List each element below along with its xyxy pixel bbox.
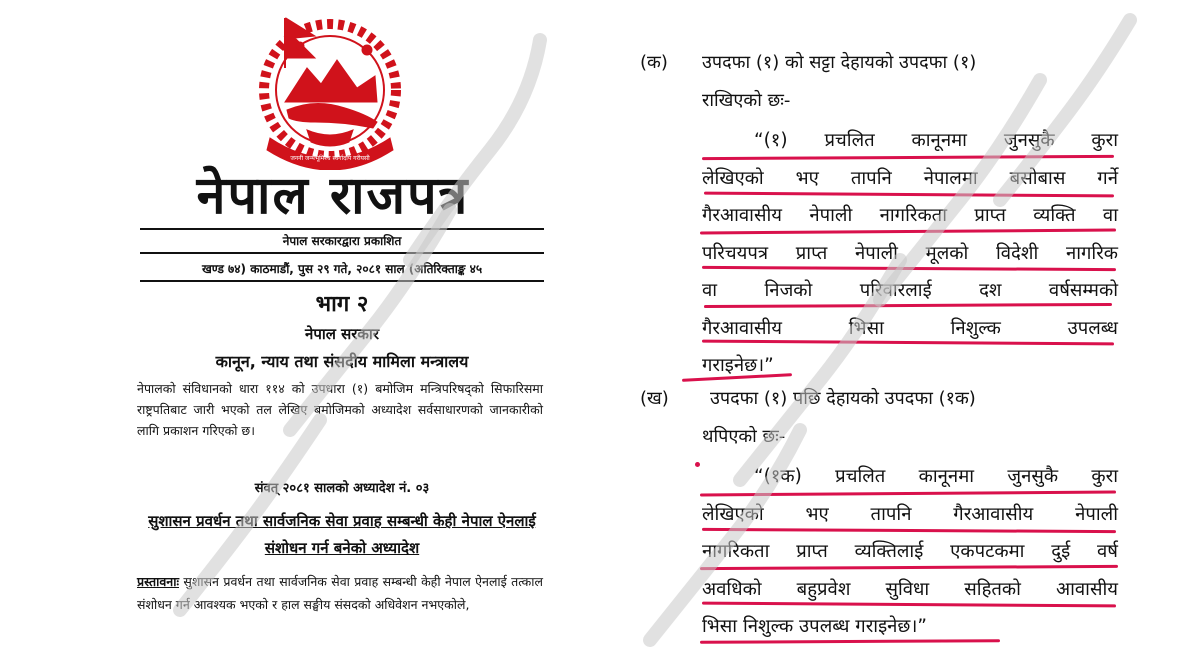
clause-kha-quote (702, 458, 1118, 646)
clause-kha-line: लेखिएको भए तापनि गैरआवासीय नेपाली (702, 503, 1118, 525)
nepal-emblem (245, 10, 415, 170)
masthead-rule-bottom (140, 280, 544, 282)
clause-kha-line: नागरिकता प्राप्त व्यक्तिलाई एकपटकमा दुई वर्ष (702, 541, 1118, 562)
ordinance-number: संवत् २०८१ सालको अध्यादेश नं. ०३ (254, 481, 430, 496)
clause-ka-line: परिचयपत्र प्राप्त नेपाली मूलको विदेशी नागरिक (702, 242, 1118, 264)
clause-ka-line: वा निजको परिवारलाई दश वर्षसम्मको (702, 280, 1118, 301)
clause-kha-intro-2: थपिएको छः- (702, 426, 786, 447)
clause-ka-line: गराइनेछ।” (702, 355, 774, 376)
clause-ka-quote (702, 122, 1118, 385)
issue-line: खण्ड ७४) काठमाडौं, पुस २९ गते, २०८१ साल (अतिरिक्ताङ्क ४५ (201, 262, 483, 276)
clause-ka-line: गैरआवासीय भिसा निशुल्क उपलब्ध (702, 317, 1118, 339)
clause-kha-line: अवधिको बहुप्रवेश सुविधा सहितको आवासीय (702, 578, 1118, 600)
clause-kha-line: भिसा निशुल्क उपलब्ध गराइनेछ।” (702, 616, 927, 637)
preamble-paragraph: नेपालको संविधानको धारा ११४ को उपधारा (१) बमोजिम मन्त्रिपरिषद्को सिफारिसमा राष्ट्रपतिबाट जारी भएको तल लेखिए बमोजिमको अध्यादेश सर्वसाधारणको जानकारीको लागि प्रकाशन गरिएको छ। (137, 381, 543, 438)
clause-ka-intro-1: उपदफा (१) को सट्टा देहायको उपदफा (१) (702, 52, 977, 73)
masthead-rule-mid (140, 252, 544, 254)
highlight-dot (695, 462, 700, 467)
page-gutter (600, 0, 612, 650)
ordinance-title: सुशासन प्रवर्धन तथा सार्वजनिक सेवा प्रवाह सम्बन्धी केही नेपाल ऐनलाई संशोधन गर्न बनेको अध्यादेश (148, 512, 536, 557)
clause-kha-label: (ख) (640, 388, 669, 409)
ministry-heading: कानून, न्याय तथा संसदीय मामिला मन्त्रालय (215, 352, 469, 371)
part-heading: भाग २ (315, 292, 369, 317)
clause-kha-line: “(१क) प्रचलित कानूनमा जुनसुकै कुरा (754, 466, 1118, 487)
emblem-motto: जननी जन्मभूमिश्च स्वर्गादपि गरीयसी (290, 155, 370, 162)
clause-ka-line: “(१) प्रचलित कानूनमा जुनसुकै कुरा (754, 130, 1118, 151)
clause-ka-line: लेखिएको भए तापनि नेपालमा बसोबास गर्ने (702, 167, 1118, 189)
prastavana-text: सुशासन प्रवर्धन तथा सार्वजनिक सेवा प्रवाह सम्बन्धी केही नेपाल ऐनलाई तत्काल संशोधन गर्न आवश्यक भएको र हाल सङ्घीय संसदको अधिवेशन नभएकोले, (137, 574, 543, 612)
publisher-line: नेपाल सरकारद्वारा प्रकाशित (282, 234, 402, 248)
masthead-title: नेपाल राजपत्र (196, 166, 470, 226)
clause-ka-intro-2: राखिएको छः- (702, 90, 791, 111)
government-heading: नेपाल सरकार (305, 325, 379, 343)
clause-ka-label: (क) (640, 52, 668, 73)
clause-ka-line: गैरआवासीय नेपाली नागरिकता प्राप्त व्यक्ति वा (702, 205, 1118, 226)
prastavana-paragraph (137, 570, 543, 616)
clause-kha-intro-1: उपदफा (१) पछि देहायको उपदफा (१क) (710, 388, 976, 409)
masthead-rule-top (140, 228, 544, 230)
prastavana-label: प्रस्तावनाः (137, 574, 179, 589)
